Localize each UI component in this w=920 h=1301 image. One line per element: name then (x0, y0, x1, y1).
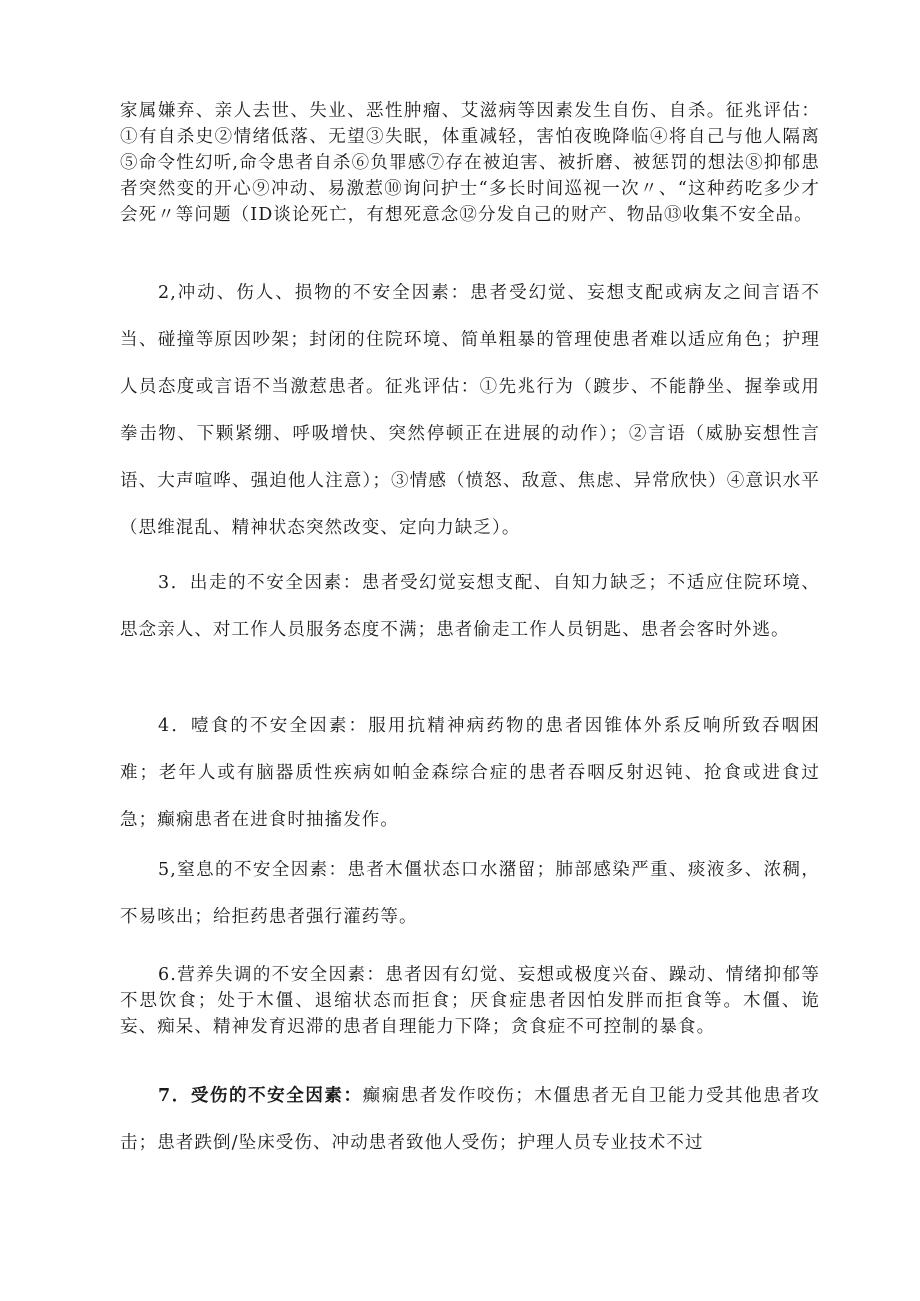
paragraph-injury-lead: 7．受伤的不安全因素： (158, 1086, 363, 1106)
paragraph-injury-body: 癫痫患者发作咬伤；木僵患者无自卫能力受其他患者攻击；患者跌倒/坠床受伤、冲动患者致他人受伤；护理人员专业技术不过 (120, 1086, 820, 1153)
paragraph-suicide-signs: 家属嫌弃、亲人去世、失业、恶性肿瘤、艾滋病等因素发生自伤、自杀。征兆评估：①有自杀史②情绪低落、无望③失眠，体重减轻，害怕夜晚降临④将自己与他人隔离⑤命令性幻听,命令患者自杀⑥负罪感⑦存在被迫害、被折磨、被惩罚的想法⑧抑郁患者突然变的开心⑨冲动、易激惹⑩询问护士“多长时间巡视一次〃、“这种药吃多少才会死〃等问题（ID谈论死亡，有想死意念⑫分发自己的财产、物品⑬收集不安全品。 (120, 101, 820, 225)
paragraph-escape: 3．出走的不安全因素：患者受幻觉妄想支配、自知力缺乏；不适应住院环境、思念亲人、对工作人员服务态度不满；患者偷走工作人员钥匙、患者会客时外逃。 (120, 573, 820, 640)
paragraph-suffocation: 5,窒息的不安全因素：患者木僵状态口水潴留；肺部感染严重、痰液多、浓稠，不易咳出；给拒药患者强行灌药等。 (120, 860, 820, 927)
paragraph-injury (120, 1073, 820, 1167)
paragraph-choking-on-food: 4．噎食的不安全因素：服用抗精神病药物的患者因锥体外系反响所致吞咽困难；老年人或有脑器质性疾病如帕金森综合症的患者吞咽反射迟钝、抢食或进食过急；癫痫患者在进食时抽搐发作。 (120, 716, 820, 830)
paragraph-impulse-injury: 2,冲动、伤人、损物的不安全因素：患者受幻觉、妄想支配或病友之间言语不当、碰撞等原因吵架；封闭的住院环境、简单粗暴的管理使患者难以适应角色；护理人员态度或言语不当激惹患者。征兆评估：①先兆行为（踱步、不能静坐、握拳或用拳击物、下颗紧绷、呼吸增快、突然停顿正在进展的动作）；②言语（威胁妄想性言语、大声喧哗、强迫他人注意）；③情感（愤怒、敌意、焦虑、异常欣快）④意识水平（思维混乱、精神状态突然改变、定向力缺乏）。 (120, 283, 820, 538)
paragraph-malnutrition: 6.营养失调的不安全因素：患者因有幻觉、妄想或极度兴奋、躁动、情绪抑郁等不思饮食；处于木僵、退缩状态而拒食；厌食症患者因怕发胖而拒食等。木僵、诡妄、痴呆、精神发育迟滞的患者自理能力下降；贪食症不可控制的暴食。 (120, 965, 820, 1037)
